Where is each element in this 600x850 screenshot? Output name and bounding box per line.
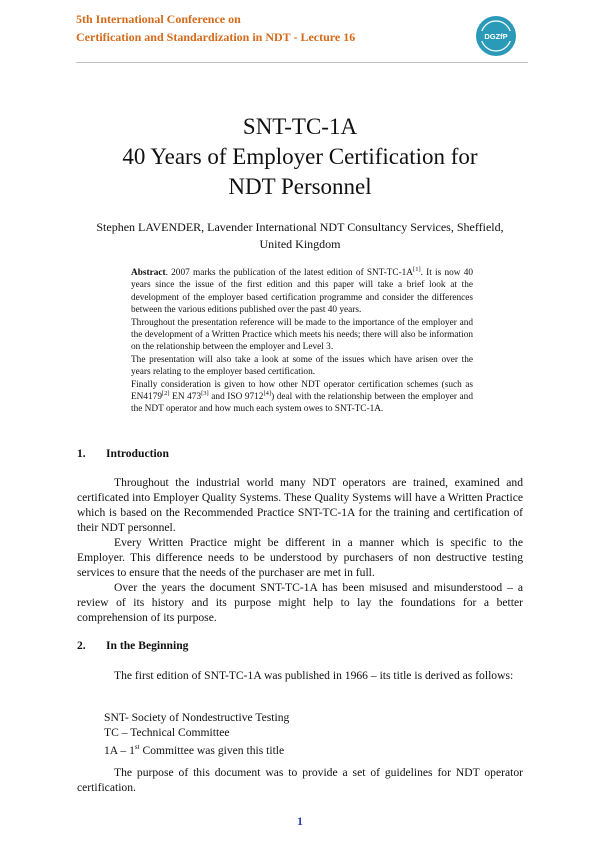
section-title: Introduction [106, 447, 169, 460]
title-line2: 40 Years of Employer Certification for [122, 144, 478, 169]
abstract-paragraph-2: Throughout the presentation reference will be made to the importance of the employer and the development of a Written Practice which meets his needs; there will also be information on the relationship between the employer and Level 3. [131, 317, 473, 353]
running-header [76, 10, 528, 60]
abstract-paragraph-1 [131, 267, 473, 317]
citation-ref: [2] [162, 389, 170, 397]
list-item: TC – Technical Committee [104, 726, 230, 739]
section-heading-introduction [77, 447, 169, 460]
list-item-text: 1A – 1 [104, 743, 135, 757]
list-item: SNT- Society of Nondestructive Testing [104, 711, 290, 724]
author-affiliation [86, 219, 514, 253]
abstract-paragraph-4 [131, 379, 473, 416]
section-title: In the Beginning [106, 639, 189, 652]
introduction-body [77, 475, 523, 625]
list-item [104, 740, 289, 758]
beginning-body-continued [77, 765, 523, 795]
abstract-text: EN 473 [169, 392, 202, 403]
page-number: 1 [297, 814, 303, 828]
body-paragraph: The first edition of SNT-TC-1A was published in 1966 – its title is derived as follows: [114, 669, 514, 682]
section-number: 1. [77, 447, 86, 460]
abstract-text: . It is now 40 years since the issue of the first edition and this paper will take a brief look at the development of the employer based certification programme and consider the differences between the various editions published over the past 40 years. [131, 268, 474, 316]
abstract-text: and ISO 9712 [208, 392, 264, 403]
conference-name-line2: Certification and Standardization in NDT - Lecture 16 [76, 30, 356, 44]
title-line1: SNT-TC-1A [242, 114, 358, 139]
abstract-paragraph-3: The presentation will also take a look at some of the issues which have arisen over the years relating to the employer based certification. [131, 354, 473, 378]
title-line3: NDT Personnel [228, 174, 372, 199]
dgzfp-logo-icon [474, 14, 518, 58]
abstract-text: Finally consideration is given to how other NDT operator certification schemes (such as EN4179 [131, 379, 473, 403]
abstract-label: Abstract [131, 268, 166, 278]
conference-name-line1: 5th International Conference on [76, 12, 241, 26]
section-number: 2. [77, 639, 86, 652]
body-paragraph: Every Written Practice might be different in a manner which is specific to the Employer. This difference needs to be understood by purchasers of non destructive testing services to ensure that the needs of the purchaser are met in full. [77, 536, 523, 579]
abstract [131, 267, 473, 416]
logo-lettering: DGZfP [484, 32, 508, 41]
body-paragraph: Over the years the document SNT-TC-1A has been misused and misunderstood – a review of its history and its purpose might help to lay the foundations for a better comprehension of its purpose. [77, 581, 523, 624]
body-paragraph: Throughout the industrial world many NDT operators are trained, examined and certificated into Employer Quality Systems. These Quality Systems will have a Written Practice which is based on the Recommended Practice SNT-TC-1A for the training and certification of their NDT personnel. [77, 476, 523, 534]
paper-title [60, 112, 540, 202]
author-line2: United Kingdom [259, 237, 341, 251]
list-item-text: Committee was given this title [139, 743, 285, 757]
citation-ref: [3] [201, 389, 209, 397]
citation-ref: [1] [413, 265, 421, 273]
citation-ref: [4] [263, 389, 272, 397]
beginning-body [77, 668, 523, 683]
acronym-list [104, 710, 289, 758]
abstract-text: . 2007 marks the publication of the latest edition of SNT-TC-1A [165, 268, 414, 278]
body-paragraph: The purpose of this document was to provide a set of guidelines for NDT operator certification. [77, 766, 523, 794]
author-line1: Stephen LAVENDER, Lavender International NDT Consultancy Services, Sheffield, [96, 220, 504, 234]
abstract-text: ) deal with the relationship between the employer and the NDT operator and how much each system owes to SNT-TC-1A. [131, 392, 473, 415]
dgzfp-logo [474, 14, 518, 58]
ordinal-suffix: st [134, 743, 140, 751]
header-divider [76, 62, 528, 63]
section-heading-beginning [77, 639, 188, 652]
